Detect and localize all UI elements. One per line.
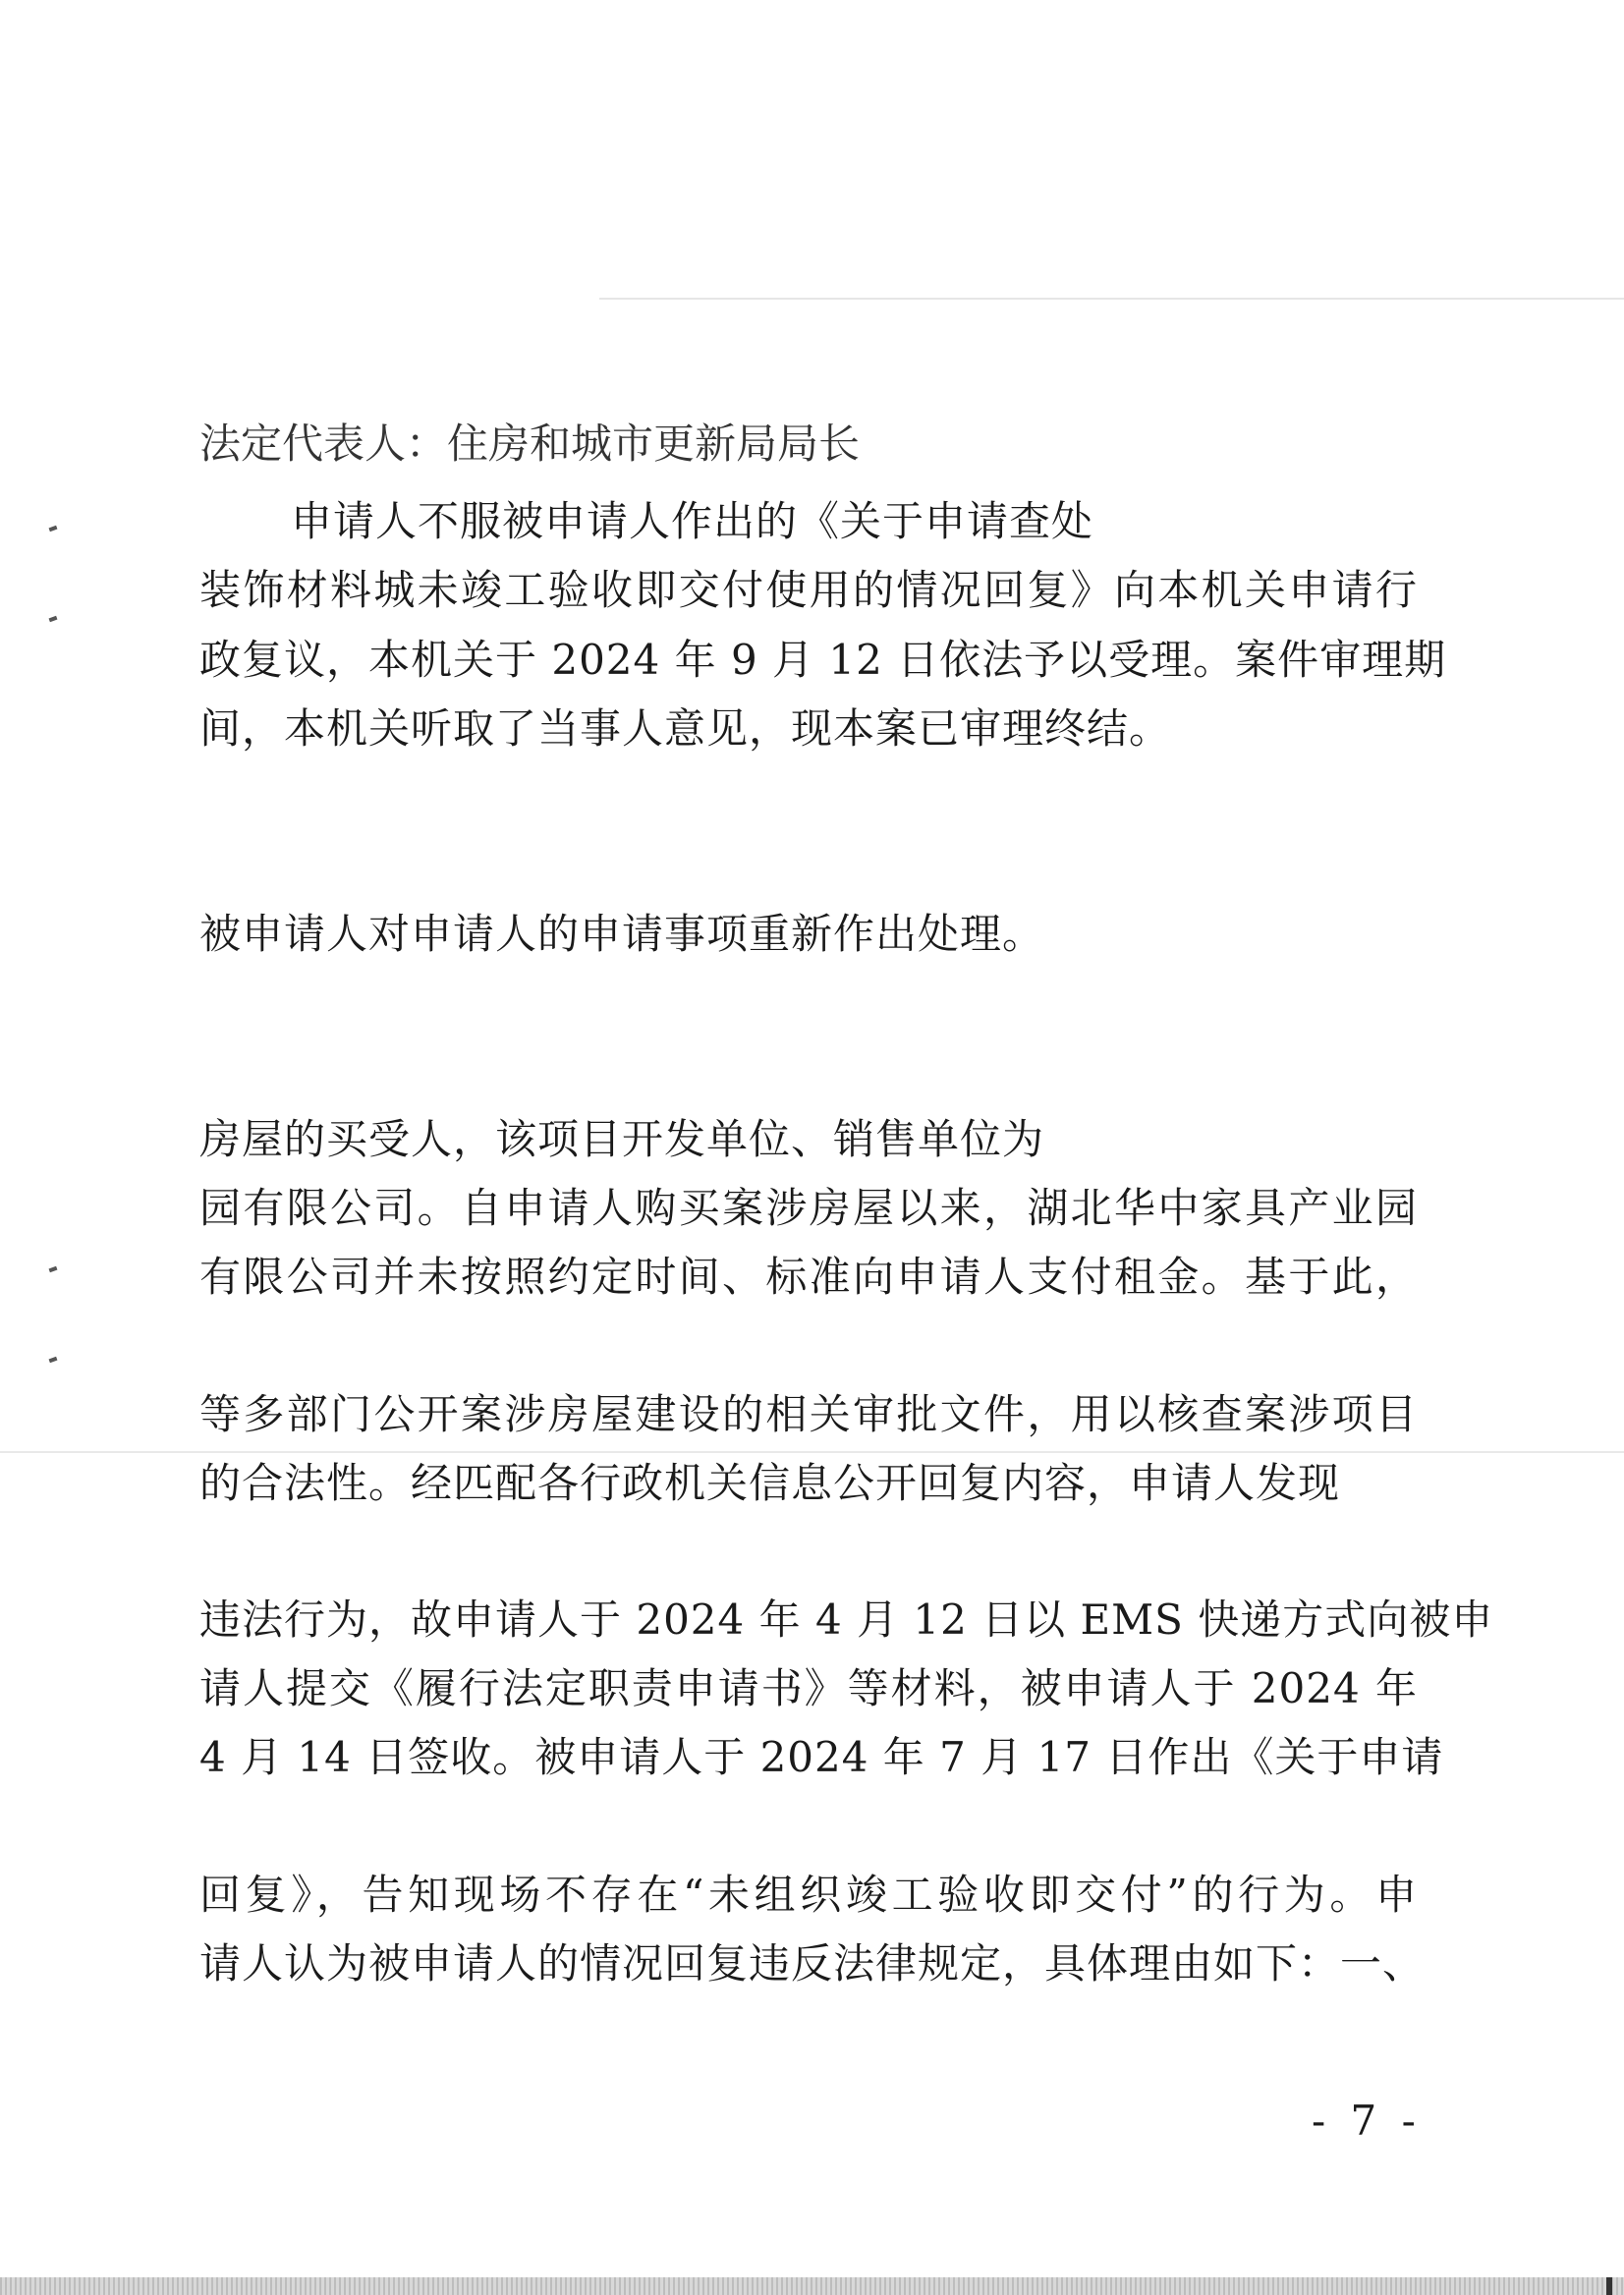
- margin-mark: [49, 1266, 58, 1272]
- claim-line-8: 的合法性。经匹配各行政机关信息公开回复内容，申请人发现: [199, 1459, 1341, 1507]
- claim-line-4: 园有限公司。自申请人购买案涉房屋以来，湖北华中家具产业园: [199, 1184, 1418, 1232]
- claim-line-14: 回复》，告知现场不存在“未组织竣工验收即交付”的行为。申: [199, 1871, 1418, 1919]
- scan-line-middle: [0, 1451, 1624, 1453]
- intro-line-4: 间，本机关听取了当事人意见，现本案已审理终结。: [199, 704, 1172, 753]
- scan-edge-strip: [0, 2277, 1624, 2295]
- intro-line-1: 申请人不服被申请人作出的《关于申请查处: [291, 497, 1094, 545]
- scan-edge-mark: [1606, 2277, 1612, 2295]
- margin-mark: [49, 526, 58, 532]
- claim-line-12: 4 月 14 日签收。被申请人于 2024 年 7 月 17 日作出《关于申请: [199, 1733, 1444, 1781]
- margin-mark: [49, 1357, 58, 1363]
- request-line-3: 被申请人对申请人的申请事项重新作出处理。: [199, 910, 1045, 958]
- margin-mark: [49, 616, 58, 622]
- scan-line-top: [599, 298, 1624, 300]
- respondent-partial-line: [199, 420, 1035, 468]
- respondent-partial-text: 法定代表人：住房和城市更新局局长: [199, 420, 861, 468]
- intro-line-3: 政复议，本机关于 2024 年 9 月 12 日依法予以受理。案件审理期: [199, 636, 1447, 684]
- claim-line-5: 有限公司并未按照约定时间、标准向申请人支付租金。基于此，: [199, 1253, 1418, 1301]
- claim-line-15: 请人认为被申请人的情况回复违反法律规定，具体理由如下：一、: [199, 1939, 1426, 1987]
- intro-line-2: 装饰材料城未竣工验收即交付使用的情况回复》向本机关申请行: [199, 566, 1418, 614]
- claim-line-7: 等多部门公开案涉房屋建设的相关审批文件，用以核查案涉项目: [199, 1390, 1418, 1438]
- claim-line-10: 违法行为，故申请人于 2024 年 4 月 12 日以 EMS 快递方式向被申: [199, 1595, 1494, 1644]
- claim-line-3: 房屋的买受人，该项目开发单位、销售单位为: [199, 1115, 1045, 1163]
- claim-line-11: 请人提交《履行法定职责申请书》等材料，被申请人于 2024 年: [199, 1664, 1418, 1712]
- page-number: - 7 -: [1312, 2097, 1422, 2145]
